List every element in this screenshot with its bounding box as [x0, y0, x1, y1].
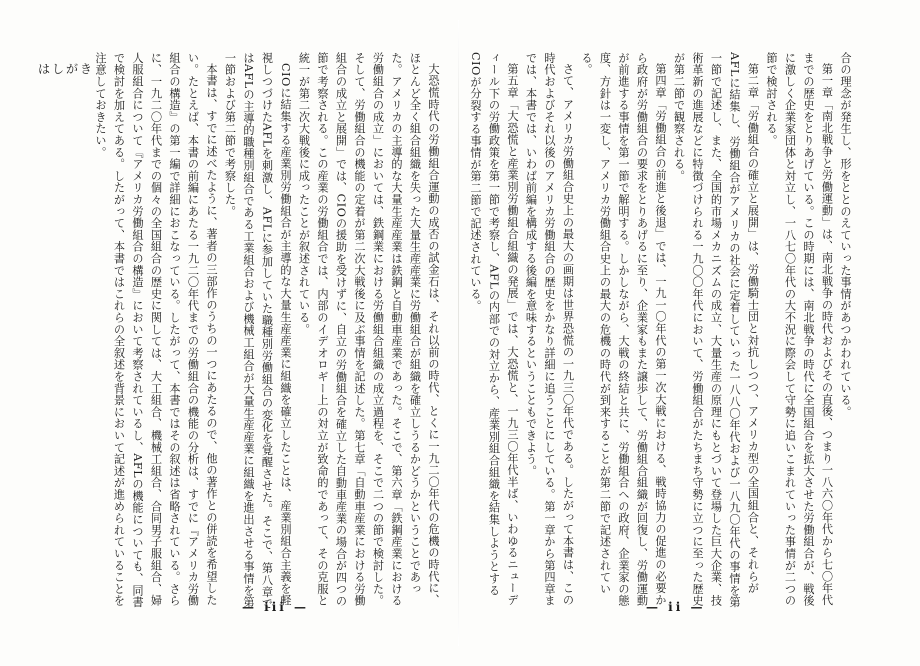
right-paragraph-3: 第二章「労働組合の確立と展開」は、労働騎士団と対抗しつつ、アメリカ型の全国組合と、それらがAFLに結集し、労働組合がアメリカの社会に定着していった一八八〇年代および一八九〇年代の事情を第一節で記述し、また、全国的市場メカニズムの成立、大量生産の原理にもとづいて登場した巨大企業、技術革新の進展などに特徴づけられる一九〇〇年代において、労働組合がたちまち守勢に立つに至った歴史が第二節で観察される。 [672, 52, 760, 609]
left-page-body [70, 52, 442, 612]
left-paragraph-1: 大恐慌時代の労働組合運動の成否の試金石は、それ以前の時代、とくに一九二〇年代の危機の時代に、ほとんど全く組合組織を失った大量生産産業に労働組合が組織を確立しうるかどうかということであった。アメリカの主導的な大量生産産業は鉄鋼と自動車産業であった。そこで、第六章「鉄鋼産業における労働組合の成立」においては、鉄鋼業における労働組合組織の成立過程を、そこで二つの節で検討した。そして、労働組合の機能の定着が第二次大戦後に及ぶ事情を記述した。第七章「自動車産業における労働組合の成立と展開」では、CIOの援助を受けずに、自立の労働組合を確立した自動車産業の場合が四つの節で考察される。この産業の労働組合では、内部のイデオロギー上の対立が致命的であって、その克服と統一が第二次大戦後に成ったことが叙述されている。 [297, 52, 440, 607]
right-paragraph-6: 第五章「大恐慌と産業別労働組合組織の発展」では、大恐慌と、一九三〇年代半ば、いわゆるニューディール下の労働政策を第一節で考察し、AFLの内部での対立から、産業別組合組織を結集しようとするCIOが分裂する事情が第二節で記述されている。 [469, 52, 519, 606]
page-gutter [458, 20, 459, 646]
right-paragraph-1: 合の理念が発生し、形をととのえていった事情があつかわれている。 [839, 52, 852, 418]
right-paragraph-2: 第一章「南北戦争と労働運動」は、南北戦争の時代およびその直後、つまり一八六〇年代から七〇年代までの歴史をとりあげている。この時期には、南北戦争の時代に全国組合を拡大させた労働組合が、戦後に激しく企業家団体と対立し、一八七〇年代の大不況に際会して守勢に追いこまれていった事情が二つの節で検討される。 [765, 52, 834, 607]
folio-right: — ii — [646, 600, 706, 614]
running-head: はしがき [38, 62, 95, 76]
right-paragraph-4: 第四章「労働組合の前進と後退」では、一九一〇年代の第一次大戦における、戦時協力の促進の必要から政府が労働組合の要求をとりあげるに至り、企業家もまた譲歩して、労働組合組織が回復し、労働運動が前進する事情を第一節で解明する。しかしながら、大戦の終結と共に、労働組合への政府、企業家の態度、方針は一変し、アメリカ労働組合史上の最大の危機の時代が到来することが第二節で記述されている。 [580, 52, 667, 607]
left-paragraph-2: CIOに結集する産業別労働組合が主導的な大量生産産業に組織を確立したことは、産業別組合主義を軽視しつづけたAFLを刺激し、AFLに参加していた職種別労働組合の変化を覚醒させた。そこで、第八章ではAFLの主導的職種別組合である工業組合および機械工組合が大量生産産業に組織を進出させる事情を第一節および第二節で考察した。 [223, 52, 292, 610]
right-paragraph-5: さて、アメリカ労働組合史上の最大の画期は世界恐慌の一九三〇年代である。したがって本書は、この時代およびそれ以後のアメリカ労働組合の歴史をかなり詳細に追うことにしている。第一章から第四章までは、本書では、いわば前編を構成する後編を意味するということもできよう。 [524, 52, 575, 607]
left-paragraph-3: 本書は、すでに述べたように、著者の三部作のうちの一つにあたるので、他の著作との併読を希望したい。たとえば、本書の前編にあたる一九二〇年代までの労働組合の機能の分析は、すでに『アメリカ労働組合の構造』の第一編で詳細におこなっている。したがって、本書ではその叙述は省略されている。さらに、一九二〇年代までの個々の全国組合の歴史に関しては、大工組合、機械工組合、合同男子服組合、婦人服組合について『アメリカ労働組合の構造』において考察されているし、AFLの機能についても、同書で検討を加えてある。したがって、本書ではこれらの全叙述を背景において記述が進められていることを注意しておきたい。 [94, 52, 218, 609]
right-page-body [469, 52, 854, 612]
folio-left: — iii — [242, 600, 310, 614]
